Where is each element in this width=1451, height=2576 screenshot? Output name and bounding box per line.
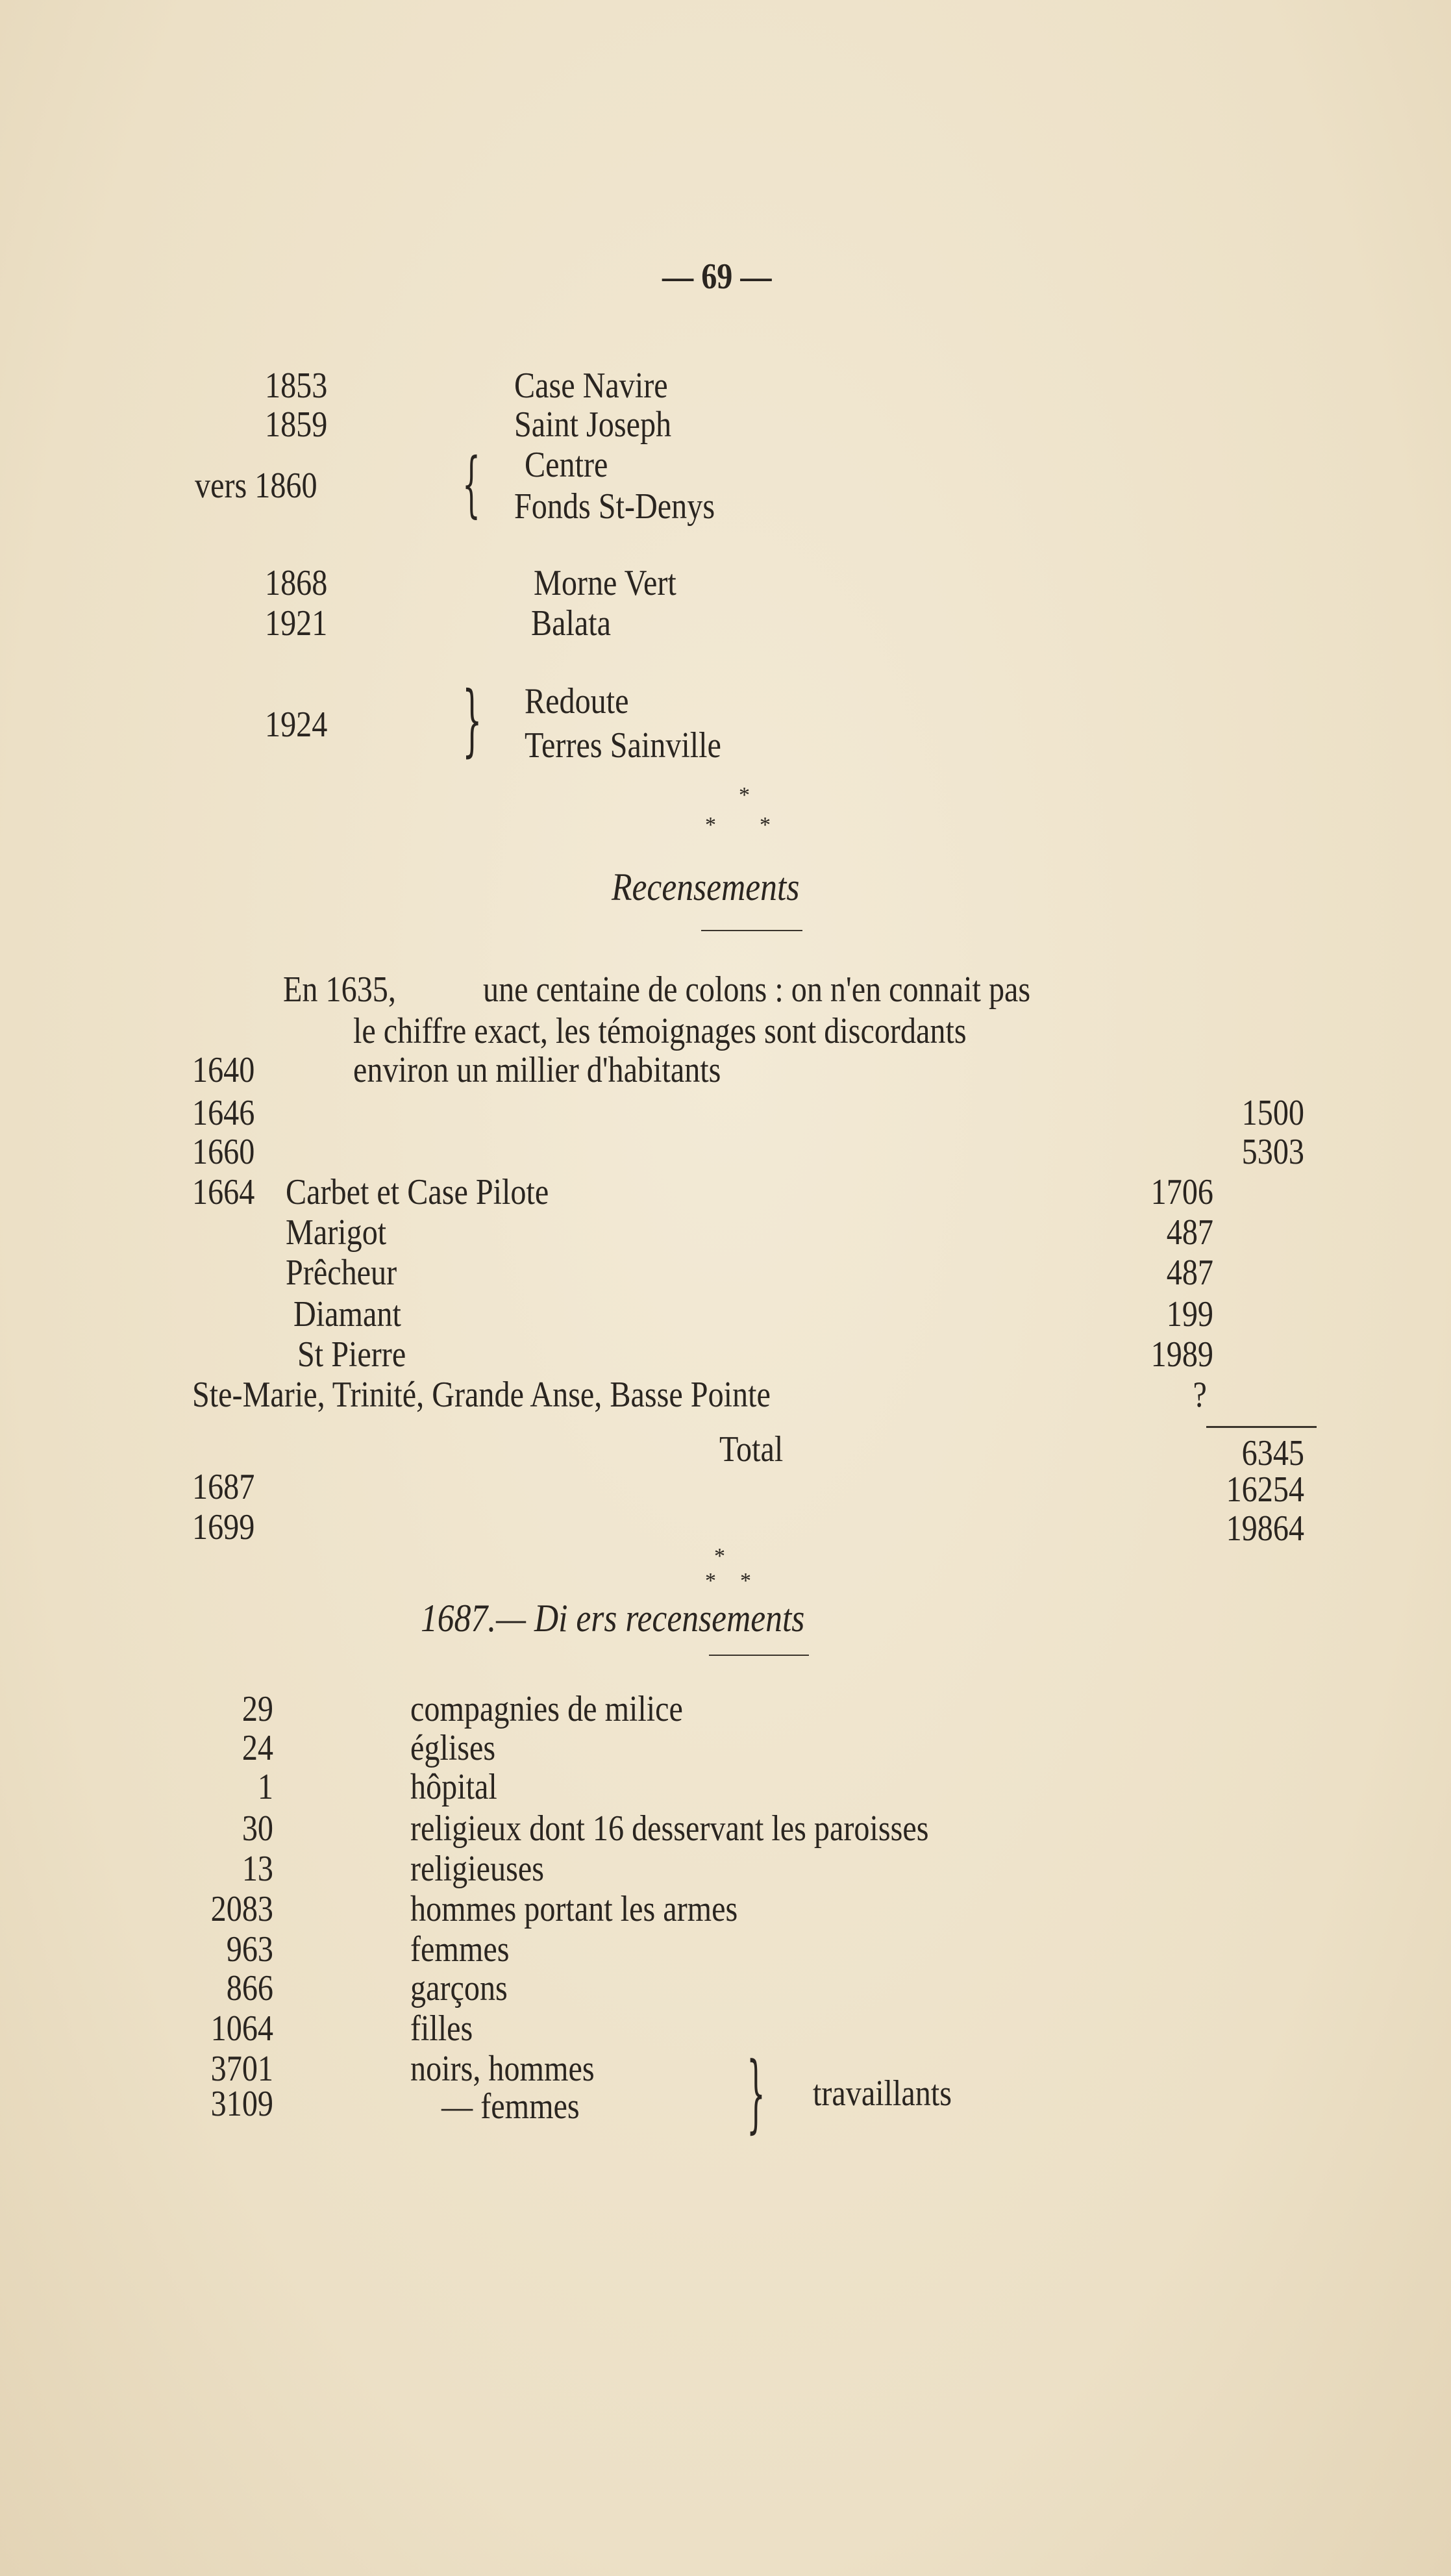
census-row-value: 199 [1166,1294,1213,1334]
total-rule [1206,1426,1317,1428]
item-label: femmes [410,1929,510,1970]
item-label: hôpital [410,1767,497,1807]
total-value: 6345 [1241,1433,1304,1473]
item-count: 13 [242,1849,273,1889]
census-year: 1687 [192,1467,255,1507]
locality-place: Fonds St-Denys [514,486,715,527]
census-row-label: Marigot [286,1212,387,1253]
census-intro-text: le chiffre exact, les témoignages sont discordants [353,1011,967,1051]
asterism: * [760,813,771,837]
asterism: * [739,783,750,807]
title-rule [701,930,802,931]
census-row-value: 487 [1166,1212,1213,1253]
locality-place: Balata [531,603,612,644]
census-intro-year: En 1635, [283,969,396,1010]
item-count: 1064 [210,2008,273,2049]
locality-year: 1924 [265,705,328,745]
item-label: garçons [410,1968,508,2008]
locality-year: 1921 [265,603,328,644]
item-label: hommes portant les armes [410,1889,738,1929]
section-title: 1687.— Di ers recensements [421,1597,805,1640]
census-value: 1500 [1241,1093,1304,1133]
item-count: 2083 [210,1889,273,1929]
census-row-label: Ste-Marie, Trinité, Grande Anse, Basse Pointe [192,1375,771,1415]
item-count: 3109 [210,2084,273,2124]
census-year: 1640 [192,1050,255,1090]
census-row-value: ? [1193,1375,1207,1415]
census-row-value: 487 [1166,1253,1213,1293]
locality-place: Redoute [525,681,629,721]
census-row-label: Prêcheur [286,1253,397,1293]
item-count: 24 [242,1728,273,1768]
item-count: 963 [226,1929,273,1970]
item-label: — femmes [441,2086,580,2127]
asterism: * [705,813,716,837]
left-brace: { [462,442,480,525]
census-text: environ un millier d'habitants [353,1050,721,1090]
locality-place: Terres Sainville [525,725,721,766]
right-brace: } [462,675,482,766]
asterism: * [705,1569,716,1593]
locality-year: 1859 [265,405,328,445]
title-rule [709,1655,809,1656]
section-title: Recensements [612,866,800,908]
census-intro-text: une centaine de colons : on n'en connait pas [483,969,1031,1010]
asterism: * [740,1569,751,1593]
census-row-label: Carbet et Case Pilote [286,1172,549,1212]
total-label: Total [719,1429,784,1469]
item-count: 30 [242,1808,273,1849]
locality-place: Centre [525,445,608,485]
item-label: religieuses [410,1849,544,1889]
locality-year: vers 1860 [195,466,317,506]
census-year: 1699 [192,1507,255,1547]
locality-place: Morne Vert [534,563,676,603]
locality-year: 1853 [265,366,328,406]
census-year: 1646 [192,1093,255,1133]
census-row-label: St Pierre [297,1334,406,1375]
census-row-value: 1989 [1150,1334,1213,1375]
travaillants-label: travaillants [813,2073,952,2114]
item-count: 1 [257,1767,273,1807]
census-row-value: 1706 [1150,1172,1213,1212]
locality-place: Case Navire [514,366,668,406]
page-number: — 69 — [662,256,772,297]
census-value: 16254 [1226,1469,1304,1510]
item-count: 866 [226,1968,273,2008]
census-year: 1664 [192,1172,255,1212]
item-label: compagnies de milice [410,1689,683,1729]
item-label: noirs, hommes [410,2049,595,2089]
item-count: 3701 [210,2049,273,2089]
census-value: 19864 [1226,1508,1304,1549]
item-label: filles [410,2008,473,2049]
asterism: * [714,1544,725,1568]
right-brace: } [747,2044,765,2142]
item-label: églises [410,1728,496,1768]
census-year: 1660 [192,1132,255,1172]
item-count: 29 [242,1689,273,1729]
census-value: 5303 [1241,1132,1304,1172]
locality-year: 1868 [265,563,328,603]
item-label: religieux dont 16 desservant les paroisses [410,1808,929,1849]
census-row-label: Diamant [293,1294,401,1334]
locality-place: Saint Joseph [514,405,672,445]
